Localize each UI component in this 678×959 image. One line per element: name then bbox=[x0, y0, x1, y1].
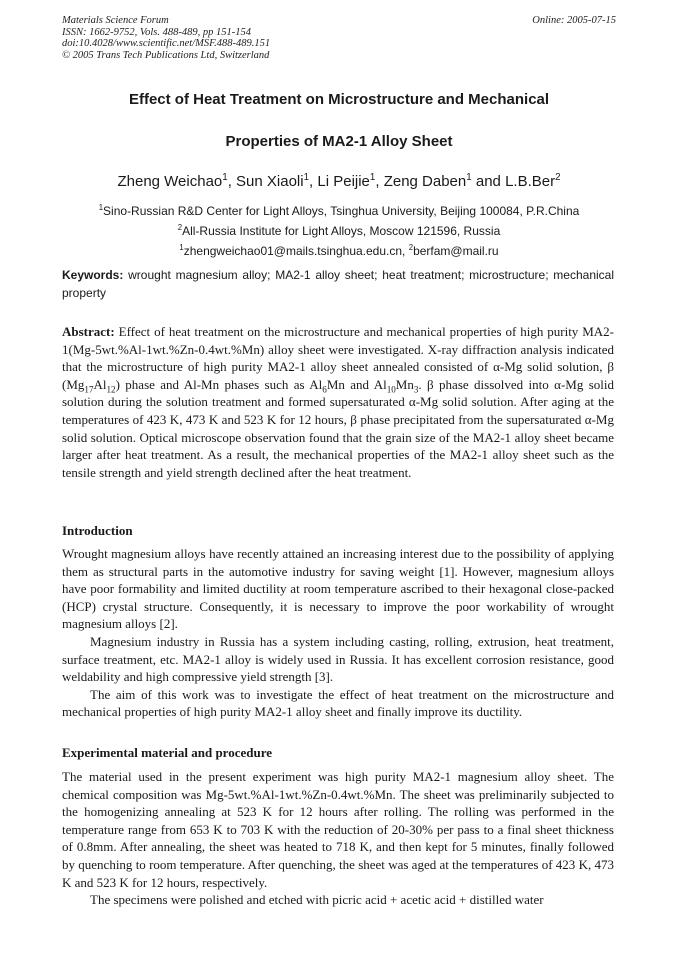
introduction-body bbox=[62, 545, 614, 721]
keywords bbox=[62, 266, 614, 302]
author-sup: 1 bbox=[222, 172, 228, 183]
affiliation-sup: 1 bbox=[98, 203, 104, 212]
abstract-text: Al bbox=[93, 376, 107, 392]
abstract-text: Mn bbox=[395, 376, 414, 392]
abstract-text: Mn and Al bbox=[326, 376, 387, 392]
subscript: 6 bbox=[322, 384, 327, 395]
email-sup: 1 bbox=[179, 243, 184, 252]
abstract-text: ) phase and Al-Mn phases such as Al bbox=[115, 376, 323, 392]
subscript: 10 bbox=[386, 384, 396, 395]
author-sup: 1 bbox=[369, 172, 376, 183]
abstract-text: . β phase dissolved into α-Mg solid solution during the solution treatment and formed supersaturated α-Mg solid solution. After aging at the temperatures of 423 K, 473 K and 523 K for 12 hours, β phase precipitated from the supersaturated α-Mg solid solution. Optical microscope observation found that the grain size of the MA2-1 alloy sheet became larger after heat treatment. As a result, the mechanical properties of the MA2-1 alloy sheet such as the tensile strength and yield strength declined after the heat treatment. bbox=[62, 376, 615, 480]
author-name: Li Peijie bbox=[317, 173, 370, 190]
author-name: Zeng Daben bbox=[383, 173, 467, 190]
keywords-text: wrought magnesium alloy; MA2-1 alloy sheet; heat treatment; microstructure; mechanical property bbox=[62, 268, 614, 300]
subscript: 17 bbox=[84, 384, 94, 395]
online-date: Online: 2005-07-15 bbox=[532, 15, 616, 26]
doi-line: doi:10.4028/www.scientific.net/MSF.488-489.151 bbox=[62, 38, 271, 49]
affiliation-1 bbox=[62, 204, 616, 218]
affiliation-text: Sino-Russian R&D Center for Light Alloys, Tsinghua University, Beijing 100084, P.R.China bbox=[103, 204, 580, 218]
affiliation-2 bbox=[62, 224, 616, 238]
journal-name: Materials Science Forum bbox=[62, 15, 169, 26]
paper-title-line-1: Effect of Heat Treatment on Microstructure and Mechanical bbox=[128, 91, 550, 108]
author-sup: 1 bbox=[303, 172, 310, 183]
author-emails bbox=[62, 244, 616, 258]
keywords-label: Keywords: bbox=[62, 268, 124, 282]
email-sep: , bbox=[402, 244, 409, 258]
paragraph: The aim of this work was to investigate the effect of heat treatment on the microstructure and mechanical properties of high purity MA2-1 alloy sheet and finally improve its ductility. bbox=[62, 686, 614, 720]
paper-title-line-2: Properties of MA2-1 Alloy Sheet bbox=[225, 133, 453, 150]
author-sep: , bbox=[227, 173, 237, 190]
paragraph: The material used in the present experiment was high purity MA2-1 magnesium alloy sheet. The chemical composition was Mg-5wt.%Al-1wt.%Zn-0.4wt.%Mn. The sheet was preliminarily subjected to the homogenizing annealing at 523 K for 12 hours after rolling. The rolling was performed in the temperature range from 653 K to 703 K with the reduction of 20-30% per pass to a final sheet thickness of 0.8mm. After annealing, the sheet was heated to 718 K, and then kept for 5 minutes, finally followed by quenching to room temperature. After quenching, the sheet was aged at the temperatures of 423 K, 473 K and 523 K for 12 hours, respectively. bbox=[62, 769, 614, 890]
section-heading-introduction: Introduction bbox=[62, 523, 133, 538]
author-sep: , bbox=[309, 173, 318, 190]
email-1: zhengweichao01@mails.tsinghua.edu.cn bbox=[183, 244, 403, 258]
paragraph: Magnesium industry in Russia has a system including casting, rolling, extrusion, heat treatment, surface treatment, etc. MA2-1 alloy is widely used in Russia. It has excellent corrosion resistance, good weldability and high compressive yield strength [3]. bbox=[62, 633, 614, 685]
email-2: berfam@mail.ru bbox=[413, 244, 499, 258]
experimental-body bbox=[62, 768, 614, 909]
abstract-label: Abstract: bbox=[62, 324, 115, 339]
author-sup: 1 bbox=[466, 172, 472, 183]
paragraph: Wrought magnesium alloys have recently attained an increasing interest due to the possibility of applying them as structural parts in the automotive industry for saving weight [1]. However, magnesium alloys have poor formability and limited ductility at room temperature ascribed to their hexagonal close-packed (HCP) crystal structure. Consequently, it is necessary to improve the poor workability of wrought magnesium alloys [2]. bbox=[62, 546, 614, 632]
author-list bbox=[62, 173, 616, 190]
author-sup: 2 bbox=[555, 172, 561, 183]
abstract bbox=[62, 323, 614, 481]
paragraph: The specimens were polished and etched with picric acid + acetic acid + distilled water bbox=[90, 892, 544, 908]
author-name: L.B.Ber bbox=[505, 173, 556, 190]
author-name: Zheng Weichao bbox=[117, 173, 223, 190]
subscript: 3 bbox=[413, 384, 419, 395]
abstract-text: Effect of heat treatment on the microstructure and mechanical properties of high purity MA2-1(Mg-5wt.%Al-1wt.%Zn-0.4wt.%Mn) alloy sheet were investigated. X-ray diffraction analysis indicated that the microstructure of high purity MA2-1 alloy sheet annealed consisted of α-Mg solid solution, β (Mg bbox=[62, 324, 614, 392]
author-sep: and bbox=[471, 173, 506, 190]
author-sep: , bbox=[375, 173, 384, 190]
affiliation-text: All-Russia Institute for Light Alloys, Moscow 121596, Russia bbox=[182, 224, 501, 238]
email-sup: 2 bbox=[408, 243, 414, 252]
copyright-line: © 2005 Trans Tech Publications Ltd, Switzerland bbox=[62, 49, 270, 61]
issn-line: ISSN: 1662-9752, Vols. 488-489, pp 151-154 bbox=[62, 26, 251, 38]
section-heading-experimental: Experimental material and procedure bbox=[62, 745, 273, 760]
subscript: 12 bbox=[106, 384, 116, 395]
author-name: Sun Xiaoli bbox=[236, 173, 304, 190]
affiliation-sup: 2 bbox=[177, 223, 183, 232]
journal-header bbox=[62, 15, 616, 61]
